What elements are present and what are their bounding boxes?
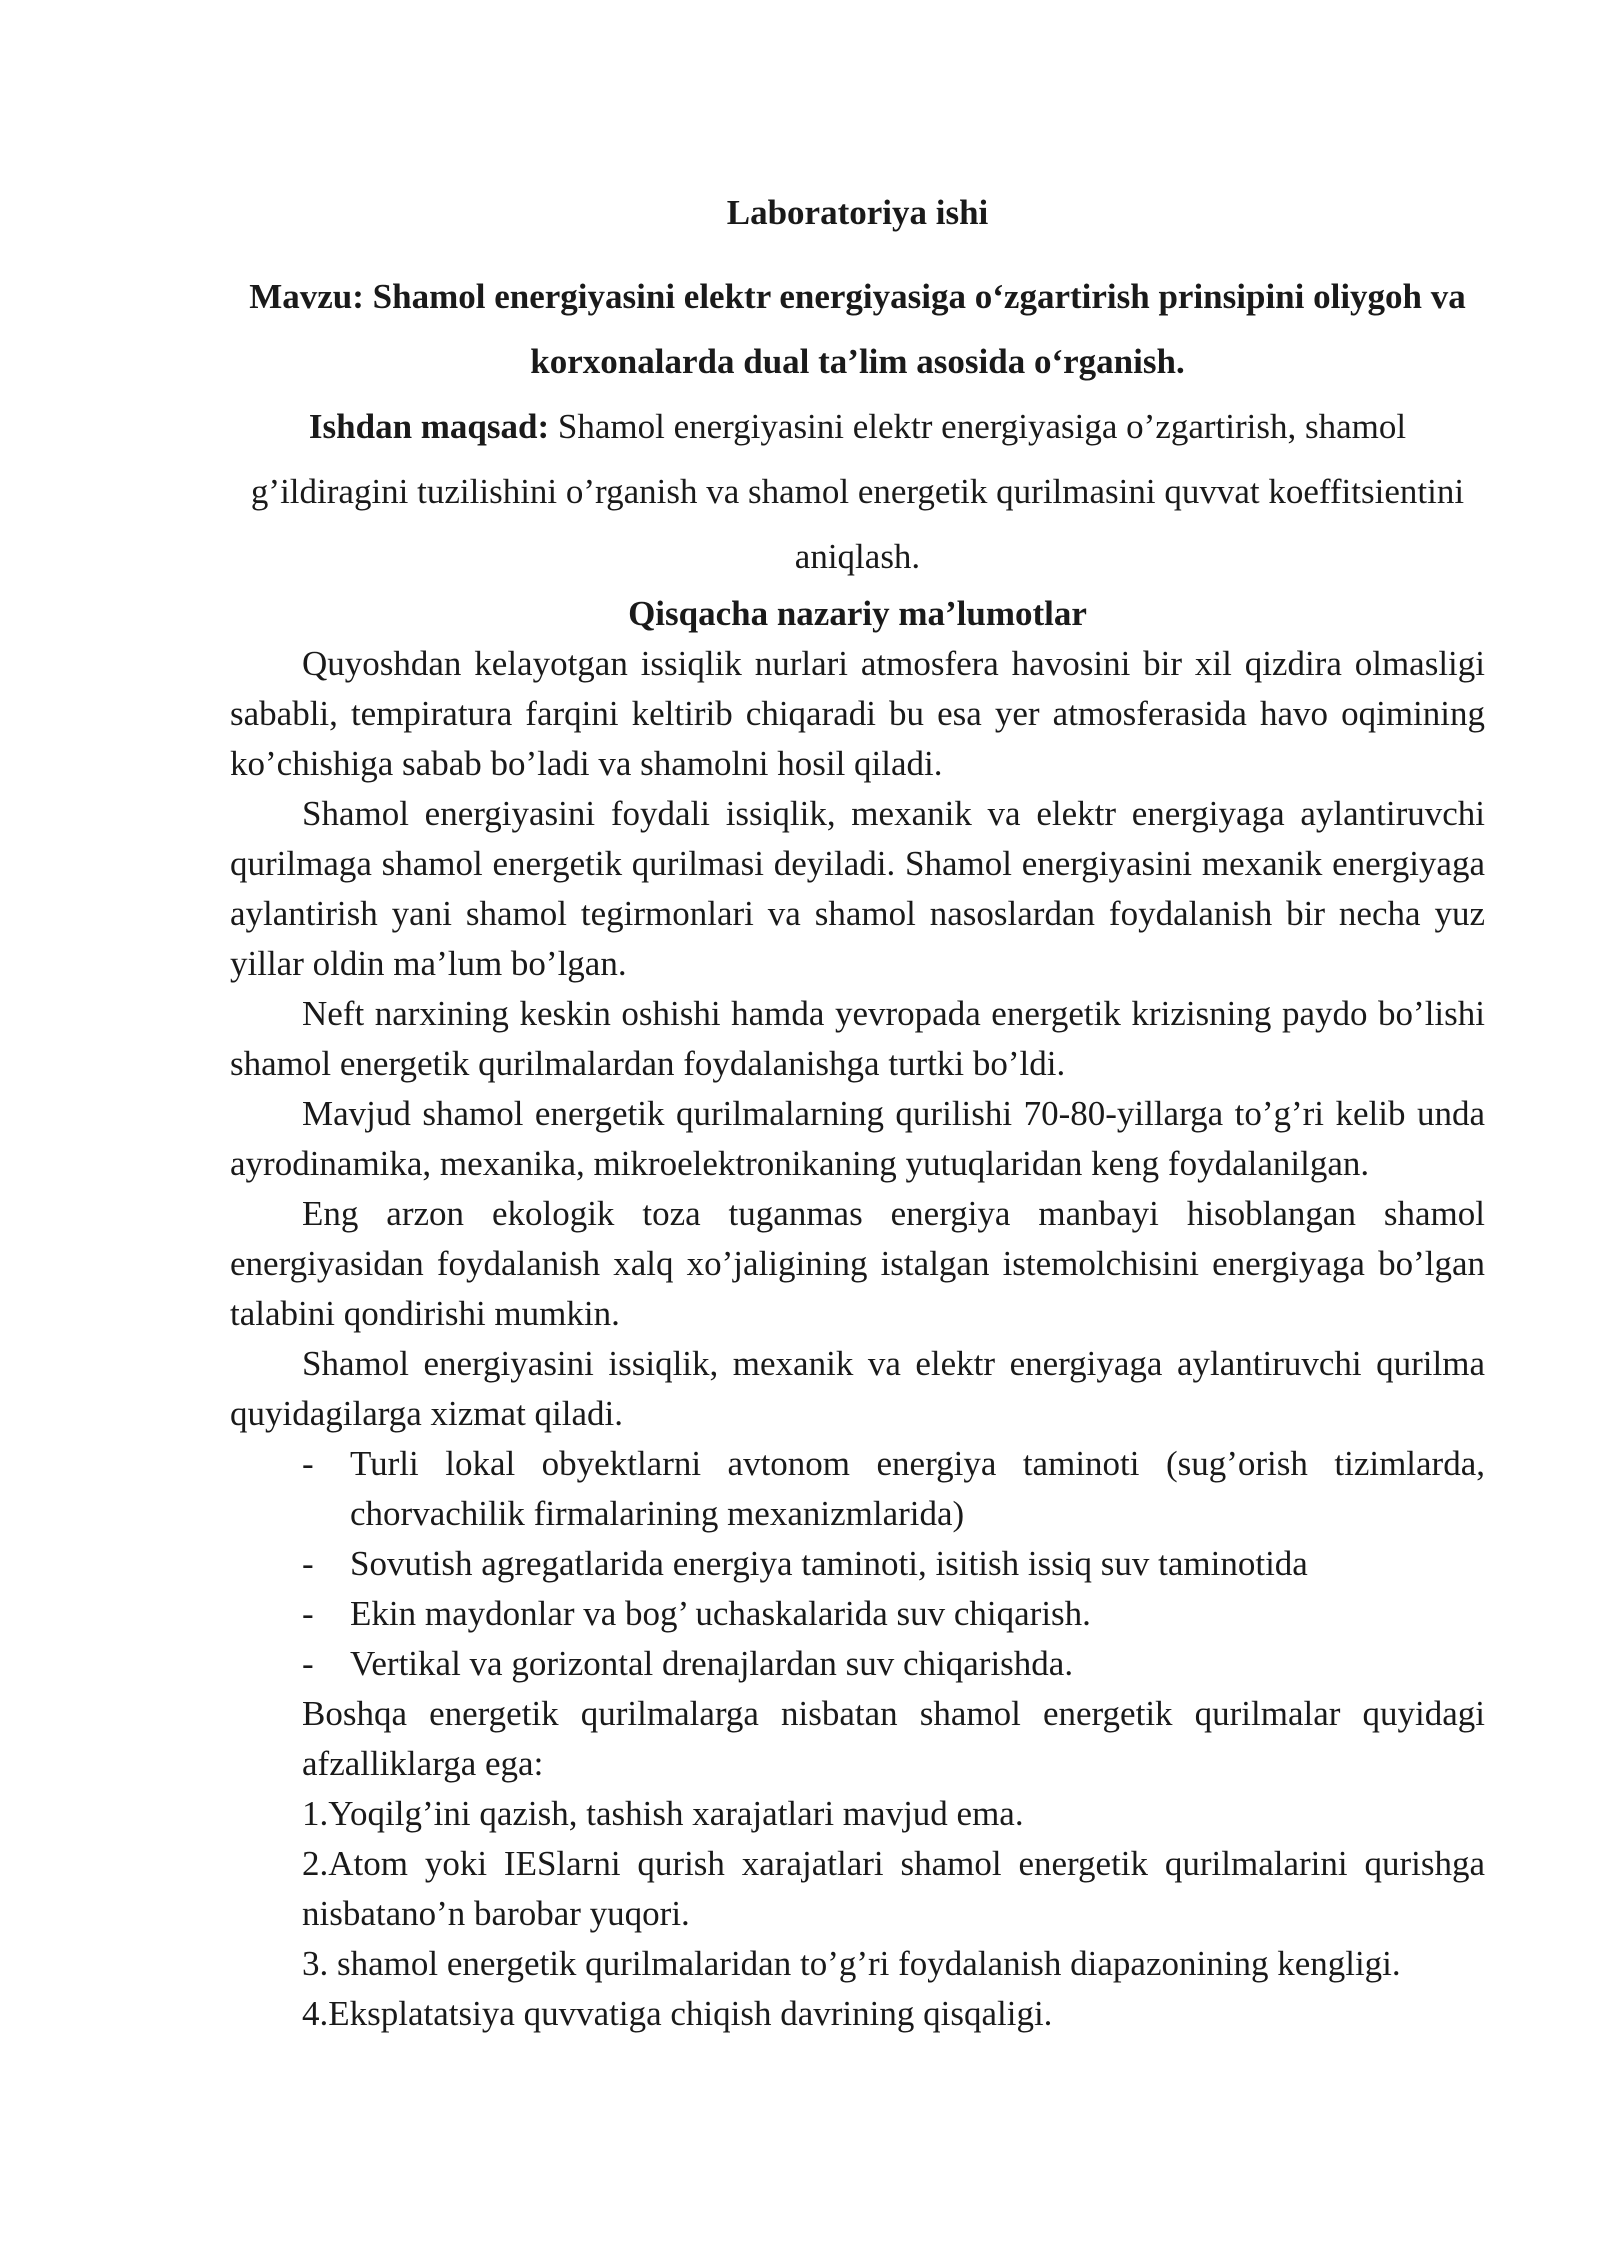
paragraph: Eng arzon ekologik toza tuganmas energiya manbayi hisoblangan shamol energiyasidan foydalanish xalq xo’jaligining istalgan istemolchisini energiyaga bo’lgan talabini qondirishi mumkin. xyxy=(230,1194,1485,1333)
paragraph: Shamol energiyasini issiqlik, mexanik va elektr energiyaga aylantiruvchi qurilma quyidagilarga xizmat qiladi. xyxy=(230,1344,1485,1433)
list-dash: - xyxy=(302,1594,314,1633)
document-title: Laboratoriya ishi xyxy=(726,193,989,232)
document-page xyxy=(230,188,1485,2039)
advantage-item: 4.Eksplatatsiya quvvatiga chiqish davrining qisqaligi. xyxy=(302,1994,1053,2033)
goal-text: Shamol energiyasini elektr energiyasiga o’zgartirish, shamol g’ildiragini tuzilishini o’rganish va shamol energetik qurilmasini quvvat koeffitsientini aniqlash. xyxy=(250,407,1465,576)
advantage-item: 3. shamol energetik qurilmalaridan to’g’ri foydalanish diapazonining kengligi. xyxy=(302,1944,1401,1983)
list-item-text: Sovutish agregatlarida energiya taminoti, isitish issiq suv taminotida xyxy=(350,1544,1308,1583)
list-item xyxy=(302,1589,1485,1639)
paragraph: Shamol energiyasini foydali issiqlik, mexanik va elektr energiyaga aylantiruvchi qurilmaga shamol energetik qurilmasi deyiladi. Shamol energiyasini mexanik energiyaga aylantirish yani shamol tegirmonlari va shamol nasoslardan foydalanish bir necha yuz yillar oldin ma’lum bo’lgan. xyxy=(230,794,1485,983)
usage-list xyxy=(230,1439,1485,1689)
list-item xyxy=(302,1439,1485,1539)
paragraph: Quyoshdan kelayotgan issiqlik nurlari atmosfera havosini bir xil qizdira olmasligi sababli, tempiratura farqini keltirib chiqaradi bu esa yer atmosferasida havo oqimining ko’chishiga sabab bo’ladi va shamolni hosil qiladi. xyxy=(230,644,1485,783)
paragraph: Mavjud shamol energetik qurilmalarning qurilishi 70-80-yillarga to’g’ri kelib unda ayrodinamika, mexanika, mikroelektronikaning yutuqlaridan keng foydalanilgan. xyxy=(230,1094,1485,1183)
document-topic: Mavzu: Shamol energiyasini elektr energiyasiga o‘zgartirish prinsipini oliygoh va korxonalarda dual ta’lim asosida o‘rganish. xyxy=(249,277,1466,381)
list-dash: - xyxy=(302,1444,314,1483)
list-item xyxy=(302,1539,1485,1589)
list-item-text: Turli lokal obyektlarni avtonom energiya taminoti (sug’orish tizimlarda, chorvachilik firmalarining mexanizmlarida) xyxy=(350,1444,1485,1533)
advantage-item: 2.Atom yoki IESlarni qurish xarajatlari shamol energetik qurilmalarini qurishga nisbatano’n barobar yuqori. xyxy=(302,1844,1485,1933)
section-title: Qisqacha nazariy ma’lumotlar xyxy=(628,594,1087,633)
list-item xyxy=(302,1639,1485,1689)
advantages-intro: Boshqa energetik qurilmalarga nisbatan shamol energetik qurilmalar quyidagi afzalliklarga ega: xyxy=(302,1694,1485,1783)
goal-label: Ishdan maqsad: xyxy=(308,407,550,446)
document-goal xyxy=(230,394,1485,589)
advantage-item: 1.Yoqilg’ini qazish, tashish xarajatlari mavjud ema. xyxy=(302,1794,1024,1833)
list-dash: - xyxy=(302,1644,314,1683)
list-item-text: Vertikal va gorizontal drenajlardan suv chiqarishda. xyxy=(350,1644,1074,1683)
list-dash: - xyxy=(302,1544,314,1583)
list-item-text: Ekin maydonlar va bog’ uchaskalarida suv chiqarish. xyxy=(350,1594,1091,1633)
paragraph: Neft narxining keskin oshishi hamda yevropada energetik krizisning paydo bo’lishi shamol energetik qurilmalardan foydalanishga turtki bo’ldi. xyxy=(230,994,1485,1083)
